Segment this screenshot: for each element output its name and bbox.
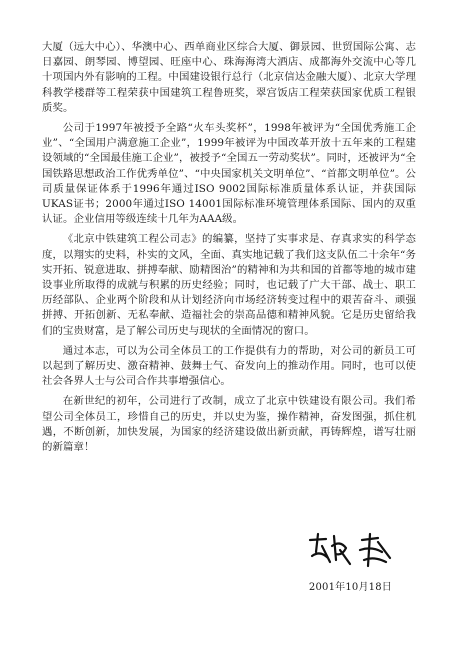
paragraph-5: 在新世纪的初年，公司进行了改制，成立了北京中铁建设有限公司。我们希望公司全体员工，珍惜自己的历史，并以史为鉴，操作精神，奋发图强，抓住机遇，不断创新，加快发展，为国家的经济建设做出新贡献，再铸辉煌，谱写壮丽的新篇章！ [42, 395, 416, 454]
paragraph-3: 《北京中铁建筑工程公司志》的编纂，坚持了实事求是、存真求实的科学态度，以翔实的史料，朴实的文风，全面、真实地记载了我们这支队伍二十余年“务实开拓、锐意进取、拼搏奉献、励精图治”的精神和为共和国的首都等地的城市建设事业所取得的成就与积累的历史经验；同时，也记载了广大干部、战士、职工历经部队、企业两个阶段和从计划经济向市场经济转变过程中的艰苦奋斗、顽强拼搏、开拓创新、无私奉献、造福社会的崇高品德和精神风貌。它是历史留给我们的宝贵财富，是了解公司历史与现状的全面情况的窗口。 [42, 233, 416, 337]
body-text [42, 40, 416, 455]
signature-date: 2001年10月18日 [308, 582, 392, 593]
paragraph-1: 大厦（远大中心）、华澳中心、西单商业区综合大厦、御景园、世贸国际公寓、志日嘉园、朗琴园、博望园、旺座中心、珠海海湾大酒店、成都海外交流中心等几十项国内外有影响的工程。中国建设银行总行（北京信达金融大厦）、北京大学理科教学楼群等工程荣获中国建筑工程鲁班奖，翠宫饭店工程荣获国家优质工程银质奖。 [42, 41, 416, 114]
handwritten-signature [306, 530, 396, 570]
paragraph-4: 通过本志，可以为公司全体员工的工作提供有力的帮助，对公司的新员工可以起到了解历史、激奋精神、鼓舞士气、奋发向上的推动作用。同时，也可以使社会各界人士与公司合作共事增强信心。 [42, 344, 416, 388]
paragraph-2: 公司于1997年被授予全路“火车头奖杯”，1998年被评为“全国优秀施工企业”、“全国用户满意施工企业”，1999年被评为中国改革开放十五年来的工程建设领域的“全国最佳施工企业”，被授予“全国五一劳动奖状”。同时，还被评为“全国铁路思想政治工作优秀单位”、“中央国家机关文明单位”、“首都文明单位”。公司质量保证体系于1996年通过ISO 9002国际标准质量体系认证，并获国际UKAS证书；2000年通过ISO 14001国际标准环境管理体系国际、国内的双重认证。企业信用等级连续十几年为AAA级。 [42, 122, 416, 226]
